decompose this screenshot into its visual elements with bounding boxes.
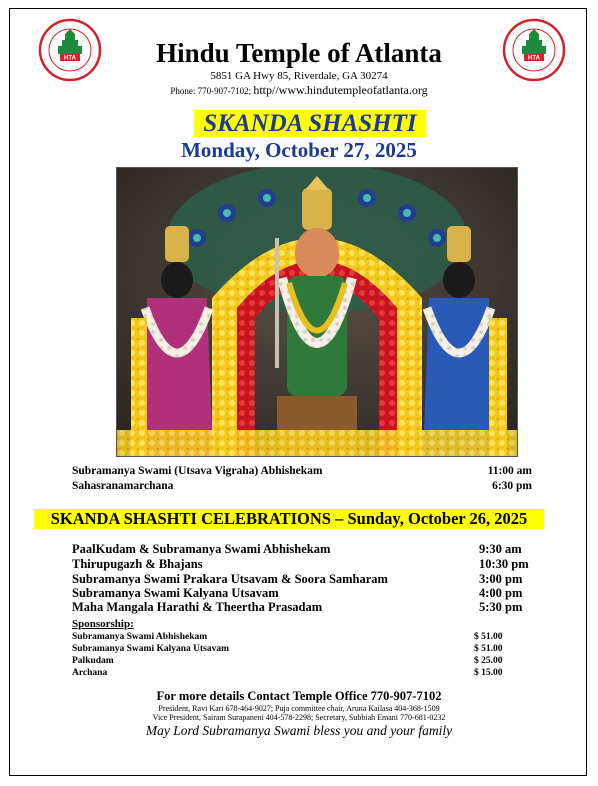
sunday-item-label: PaalKudam & Subramanya Swami Abhishekam (72, 542, 331, 556)
officers-line-1: President, Ravi Kari 678-464-9027; Puja committee chair, Aruna Kailasa 404-368-1509 (158, 704, 440, 713)
celebrations-banner: SKANDA SHASHTI CELEBRATIONS – Sunday, October 26, 2025 (50, 509, 528, 528)
monday-item-time: 6:30 pm (492, 480, 532, 492)
contact-office: For more details Contact Temple Office 770-907-7102 (156, 689, 442, 703)
blessing-text: May Lord Subramanya Swami bless you and your family (145, 723, 453, 738)
sunday-item-label: Subramanya Swami Kalyana Utsavam (72, 586, 279, 600)
temple-address: 5851 GA Hwy 85, Riverdale, GA 30274 (210, 70, 388, 82)
svg-text:HTA: HTA (528, 55, 540, 62)
event-date: Monday, October 27, 2025 (181, 138, 417, 162)
temple-title: Hindu Temple of Atlanta (156, 38, 442, 68)
sponsorship-item-amount: $ 51.00 (474, 632, 503, 642)
website-link[interactable]: http//www.hindutempleofatlanta.org (253, 83, 428, 97)
sunday-item-time: 4:00 pm (479, 586, 523, 600)
deity-photo (116, 167, 518, 457)
sponsorship-heading: Sponsorship: (72, 618, 134, 630)
sponsorship-item-label: Subramanya Swami Abhishekam (72, 632, 208, 642)
sponsorship-item-amount: $ 25.00 (474, 656, 503, 666)
monday-item-time: 11:00 am (487, 465, 532, 477)
sunday-item-time: 10:30 pm (479, 557, 529, 571)
monday-item-label: Subramanya Swami (Utsava Vigraha) Abhishekam (72, 465, 323, 477)
phone-text: Phone: 770-907-7102; (170, 86, 254, 96)
sunday-item-time: 5:30 pm (479, 600, 523, 614)
sponsorship-item-label: Palkudam (72, 656, 114, 666)
sunday-item-label: Subramanya Swami Prakara Utsavam & Soora Samharam (72, 572, 388, 586)
sponsorship-item-label: Subramanya Swami Kalyana Utsavam (72, 644, 230, 654)
sponsorship-item-label: Archana (72, 668, 108, 678)
officers-line-2: Vice President, Sairam Surapaneni 404-578-2298; Secretary, Subbiah Emani 770-681-0232 (152, 713, 446, 722)
svg-text:HTA: HTA (64, 55, 76, 62)
sunday-item-time: 9:30 am (479, 542, 522, 556)
sunday-item-label: Thirupugazh & Bhajans (72, 557, 203, 571)
contact-line (0, 84, 598, 98)
sunday-item-time: 3:00 pm (479, 572, 523, 586)
sunday-item-label: Maha Mangala Harathi & Theertha Prasadam (72, 600, 323, 614)
sponsorship-item-amount: $ 15.00 (474, 668, 503, 678)
sponsorship-item-amount: $ 51.00 (474, 644, 503, 654)
monday-item-label: Sahasranamarchana (72, 480, 174, 492)
event-title: SKANDA SHASHTI (194, 110, 426, 137)
